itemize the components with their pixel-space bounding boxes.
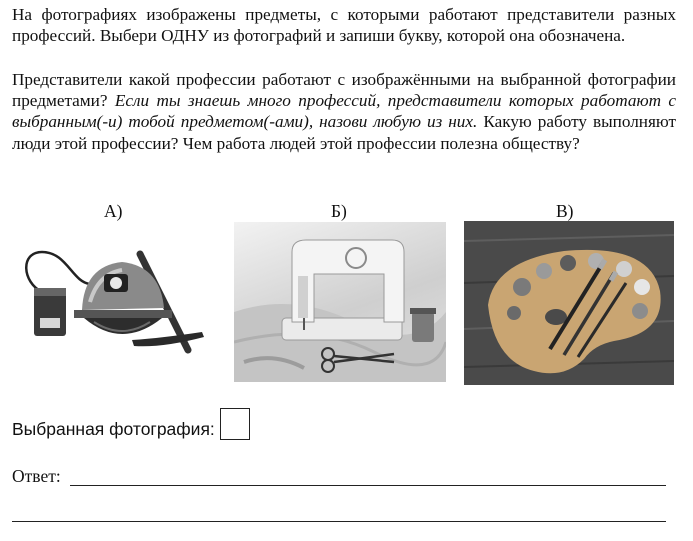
selected-photo-box[interactable] [220, 408, 250, 440]
sewing-machine-icon [234, 222, 446, 382]
photo-a-label: А) [104, 201, 123, 221]
photo-b-label: Б) [331, 201, 347, 221]
miner-equipment-icon [12, 222, 222, 362]
task-question [12, 69, 676, 154]
answer-label: Ответ: [12, 466, 61, 486]
question-start: Представители какой профессии работают с изображёнными на выбранной фотографии предметами? [12, 70, 676, 111]
paint-palette-icon [464, 221, 674, 385]
question-end: Какую работу выполняют люди этой профессии? Чем работа людей этой профессии полезна обществу? [12, 112, 677, 153]
photo-b-sewing-tools[interactable] [234, 222, 446, 382]
answer-line-2[interactable] [12, 521, 666, 522]
photo-c-painter-tools[interactable] [464, 221, 674, 385]
selected-photo-label: Выбранная фотография: [12, 419, 215, 439]
photo-c-label: В) [556, 201, 574, 221]
task-intro: На фотографиях изображены предметы, с которыми работают представители разных профессий. Выбери ОДНУ из фотографий и запиши букву, которой она обозначена. [12, 5, 676, 46]
question-italic: Если ты знаешь много профессий, представители которых работают с выбранным(-и) тобой предметом(-ами), назови любую из них. [12, 91, 676, 132]
answer-line-1[interactable] [70, 485, 666, 486]
photo-a-miner-tools[interactable] [12, 222, 222, 362]
